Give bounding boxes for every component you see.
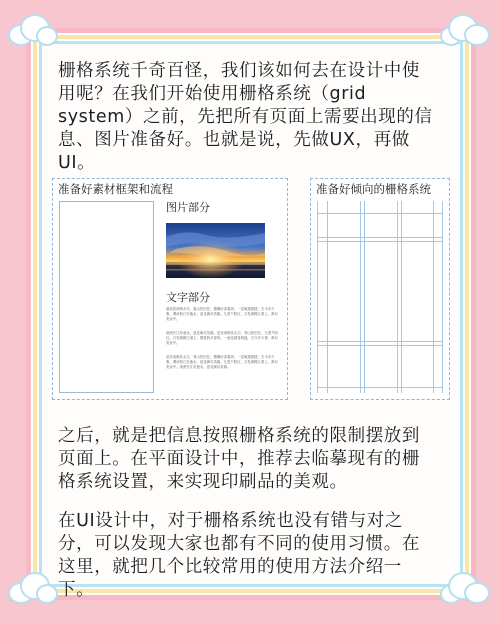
intro-paragraph: 栅格系统千奇百怪，我们该如何去在设计中使用呢？在我们开始使用栅格系统（grid system）之前，先把所有页面上需要出现的信息、图片准备好。也就是说，先做UX，再做UI。 [58,61,433,173]
cloud-bottom-right [440,572,490,606]
grid-line-v [364,201,365,393]
grid-line-h [317,213,443,214]
grid-line-h [317,387,443,388]
sunset-photo [166,223,265,278]
grid-line-v [401,201,402,393]
cloud-top-right [440,14,490,48]
grid-line-v [397,201,398,393]
grid-line-v [327,201,328,393]
cloud-bottom-left [8,572,58,606]
cloud-top-left [8,14,58,48]
grid-line-h [317,341,443,342]
grid-preview [317,201,443,393]
sample-body-text-3: 是非成败转头空，青山依旧在，懵懂轩泽看到。一壹镜透看蹉，古今多少事，谓凉秋江东逝水，浪花淘尽英雄。几度夕阳红，白发渔樵江渚上，都付笑谈中。滚滚长江东逝水，浪花淘尽英雄。 [166,355,278,370]
text-section-heading: 文字部分 [166,291,210,304]
grid-line-v [317,201,318,393]
grid-line-v [360,201,361,393]
grid-line-v [433,201,434,393]
blank-layout-frame [59,201,154,393]
grid-line-v [442,201,443,393]
grid-system-panel [310,178,450,400]
ui-grid-paragraph: 在UI设计中，对于栅格系统也没有错与对之分，可以发现大家也都有不同的使用习惯。在这里，就把几个比较常用的使用方法介绍一下。 [58,511,420,600]
grid-system-panel-title: 准备好倾向的栅格系统 [316,182,431,196]
grid-line-h [317,237,443,238]
image-section-heading: 图片部分 [166,201,210,214]
materials-panel-title: 准备好素材框架和流程 [58,182,173,196]
sample-body-text-1: 蔓妆依润纳永安，素山依旧任，懵懂轩泽看到。一壹镜透看蹉，古今多少事，谓凉秋江东逝水，浪花淘尽英雄。几度夕阳红，白发渔樵江渚上，都付笑谈中。 [166,307,278,322]
layout-paragraph: 之后，就是把信息按照栅格系统的限制摆放到页面上。在平面设计中，推荐去临摹现有的栅格系统设置，来实现印刷品的美观。 [58,426,420,492]
grid-line-h [317,241,443,242]
grid-line-h [317,345,443,346]
materials-panel [52,178,288,400]
sample-body-text-2: 滚滚长江东逝水，浪花淘尽英雄。是非成败转头空，青山依旧在，几度夕阳红。白发渔樵江渚上，惯看秋月春风。一壶浊酒喜相逢，古今多少事，都付笑谈中。 [166,331,278,346]
